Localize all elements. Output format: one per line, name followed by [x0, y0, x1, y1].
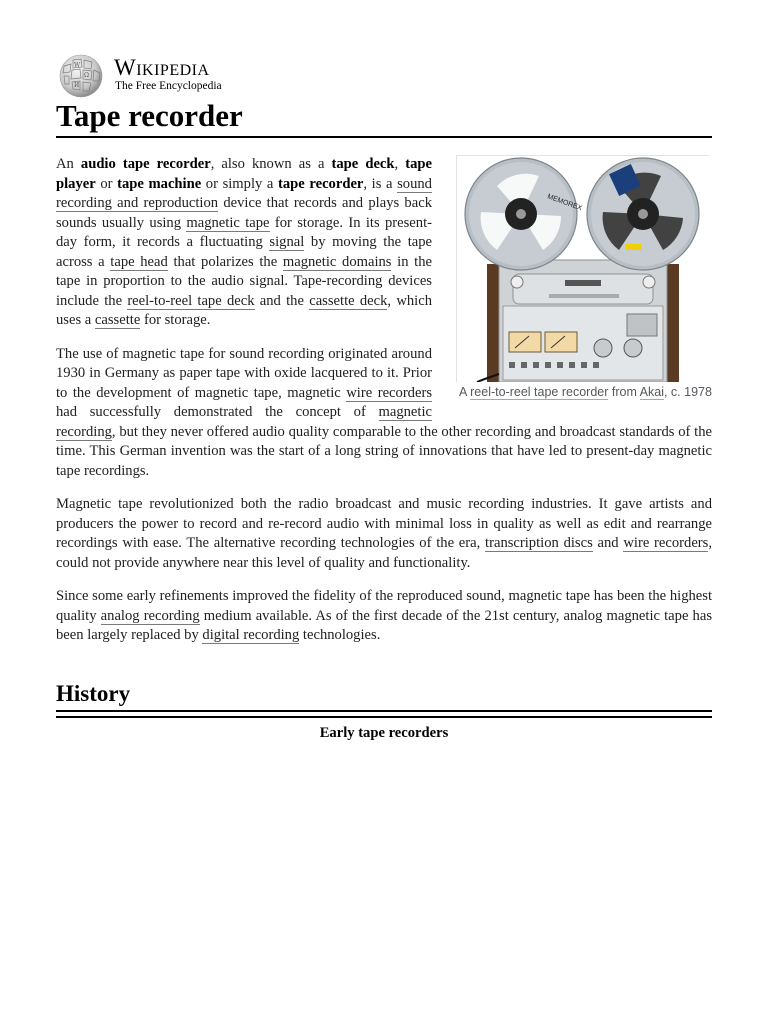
link-sound-recording[interactable]: sound recording and reproduction: [56, 175, 432, 211]
link-wire-recorders-2[interactable]: wire recorders: [623, 535, 709, 551]
wordmark-name: Wikipedia: [114, 55, 210, 80]
paragraph-origin: The use of magnetic tape for sound recording originated around 1930 in Germany as paper tape with oxide lacquered to it. Prior to the development of magnetic tape, magnetic wire recorders had successfully demonstrated the concept of magnetic recording, but they never offered audio quality comparable to the other recording and broadcast standards of the time. This German invention was the start of a long string of innovations that have led to present-day magnetic tape recordings.: [56, 345, 712, 479]
link-signal[interactable]: signal: [269, 234, 305, 250]
paragraph-revolution: Magnetic tape revolutionized both the radio broadcast and music recording industries. It gave artists and producers the power to record and re-record audio with minimal loss in quality as well as edit and rearrange recordings with ease. The alternative recording technologies of the era, transcription discs and wire recorders, could not provide anywhere near this level of quality and functionality.: [56, 496, 712, 571]
reel-brand-label: MEMOREX: [546, 193, 583, 213]
subheading-early-tape-recorders: Early tape recorders: [319, 724, 449, 741]
wordmark-tagline: The Free Encyclopedia: [115, 80, 222, 92]
figure-image-frame[interactable]: [456, 155, 709, 382]
section-divider: [56, 716, 712, 718]
wikipedia-wordmark[interactable]: [114, 56, 222, 92]
article-body: [56, 155, 712, 743]
link-tape-head[interactable]: tape head: [110, 253, 168, 270]
infobox-figure: [456, 155, 712, 401]
svg-text:W: W: [74, 62, 81, 69]
reel-to-reel-image: [457, 156, 709, 382]
wikipedia-globe-logo[interactable]: [56, 54, 106, 98]
paragraph-intro: An audio tape recorder, also known as a tape deck, tape player or tape machine or simply a tape recorder, is a sound recording and reproduction device that records and plays back sounds usually using magnetic tape for storage. In its present-day form, it records a fluctuating signal by moving the tape across a tape head that polarizes the magnetic domains in the tape in proportion to the audio signal. Tape-recording devices include the reel-to-reel tape deck and the cassette deck, which uses a cassette for storage.: [56, 156, 433, 328]
link-transcription-discs[interactable]: transcription discs: [485, 535, 593, 551]
svg-text:Ω: Ω: [84, 72, 89, 79]
page-title: Tape recorder: [56, 98, 712, 138]
link-magnetic-domains[interactable]: magnetic domains: [282, 253, 392, 270]
link-magnetic-recording[interactable]: magnetic recording: [56, 404, 432, 440]
svg-text:И: И: [74, 82, 80, 89]
link-analog-recording[interactable]: analog recording: [100, 607, 200, 624]
caption-link-reel-to-reel[interactable]: reel-to-reel tape recorder: [470, 385, 609, 399]
link-reel-to-reel[interactable]: reel-to-reel tape deck: [127, 292, 255, 309]
site-header: [56, 52, 712, 98]
figure-caption: A reel-to-reel tape recorder from Akai, c. 1978: [459, 385, 712, 399]
link-cassette[interactable]: cassette: [94, 312, 141, 328]
article-page: [56, 52, 712, 743]
link-wire-recorders[interactable]: wire recorders: [346, 384, 432, 401]
section-heading-history: History: [56, 680, 712, 712]
paragraph-fidelity: Since some early refinements improved the fidelity of the reproduced sound, magnetic tape has been the highest quality analog recording medium available. As of the first decade of the 21st century, analog magnetic tape has been largely replaced by digital recording technologies.: [56, 588, 713, 643]
link-digital-recording[interactable]: digital recording: [202, 627, 300, 643]
link-cassette-deck[interactable]: cassette deck: [309, 292, 388, 309]
link-magnetic-tape[interactable]: magnetic tape: [186, 214, 270, 231]
caption-link-akai[interactable]: Akai: [639, 385, 664, 399]
